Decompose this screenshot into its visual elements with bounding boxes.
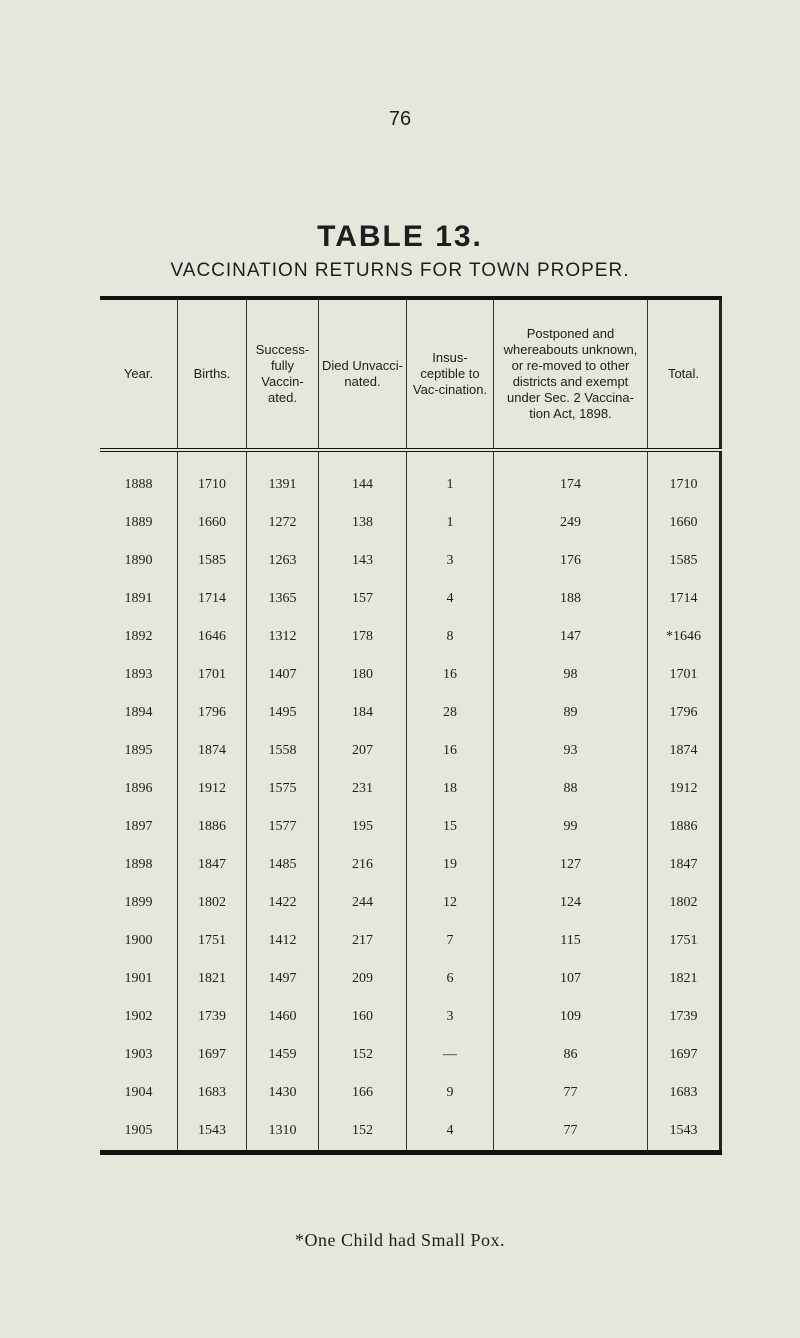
cell-postponed: 99: [494, 808, 648, 846]
cell-vaccinated: 1263: [247, 542, 319, 580]
cell-vaccinated: 1558: [247, 732, 319, 770]
cell-postponed: 176: [494, 542, 648, 580]
cell-insusceptible: 16: [407, 732, 494, 770]
cell-total: 1796: [648, 694, 721, 732]
col-died: Died Unvacci-nated.: [319, 298, 407, 450]
cell-postponed: 109: [494, 998, 648, 1036]
cell-vaccinated: 1365: [247, 580, 319, 618]
cell-births: 1739: [178, 998, 247, 1036]
cell-postponed: 77: [494, 1074, 648, 1112]
cell-died: 157: [319, 580, 407, 618]
cell-postponed: 249: [494, 504, 648, 542]
table-row: [100, 732, 721, 770]
table-row: [100, 656, 721, 694]
cell-insusceptible: 1: [407, 504, 494, 542]
cell-births: 1714: [178, 580, 247, 618]
cell-total: 1710: [648, 450, 721, 504]
cell-died: 184: [319, 694, 407, 732]
cell-total: 1714: [648, 580, 721, 618]
cell-postponed: 89: [494, 694, 648, 732]
cell-postponed: 115: [494, 922, 648, 960]
cell-year: 1890: [124, 553, 153, 568]
cell-year: 1889: [124, 515, 153, 530]
cell-year: 1893: [124, 667, 153, 682]
cell-vaccinated: 1460: [247, 998, 319, 1036]
cell-births: 1874: [178, 732, 247, 770]
table-row: [100, 922, 721, 960]
table-row: [100, 504, 721, 542]
cell-insusceptible: 18: [407, 770, 494, 808]
table-row: [100, 1074, 721, 1112]
cell-births: 1710: [178, 450, 247, 504]
cell-vaccinated: 1430: [247, 1074, 319, 1112]
cell-total: 1751: [648, 922, 721, 960]
cell-insusceptible: 8: [407, 618, 494, 656]
cell-vaccinated: 1575: [247, 770, 319, 808]
cell-year: 1899: [124, 895, 153, 910]
cell-year: 1888: [124, 477, 153, 492]
cell-births: 1697: [178, 1036, 247, 1074]
col-postponed: Postponed and whereabouts unknown, or re-moved to other districts and exempt under Sec. 2 Vaccina-tion Act, 1898.: [494, 298, 648, 450]
table-row: [100, 542, 721, 580]
table-row: [100, 770, 721, 808]
table-row: [100, 1112, 721, 1153]
cell-vaccinated: 1310: [247, 1112, 319, 1153]
cell-insusceptible: 15: [407, 808, 494, 846]
cell-vaccinated: 1391: [247, 450, 319, 504]
cell-vaccinated: 1497: [247, 960, 319, 998]
cell-insusceptible: —: [407, 1036, 494, 1074]
cell-year: 1891: [124, 591, 153, 606]
cell-total: 1847: [648, 846, 721, 884]
cell-births: 1585: [178, 542, 247, 580]
cell-year: 1900: [124, 933, 153, 948]
cell-postponed: 188: [494, 580, 648, 618]
cell-total: *1646: [648, 618, 721, 656]
cell-year: 1898: [124, 857, 153, 872]
cell-total: 1660: [648, 504, 721, 542]
cell-year: 1892: [124, 629, 153, 644]
cell-year: 1902: [124, 1009, 153, 1024]
cell-total: 1912: [648, 770, 721, 808]
cell-births: 1543: [178, 1112, 247, 1153]
cell-died: 217: [319, 922, 407, 960]
col-insusceptible: Insus-ceptible to Vac-cination.: [407, 298, 494, 450]
cell-insusceptible: 1: [407, 450, 494, 504]
table-row: [100, 580, 721, 618]
cell-insusceptible: 16: [407, 656, 494, 694]
table-row: [100, 808, 721, 846]
cell-insusceptible: 6: [407, 960, 494, 998]
header-row: [100, 298, 721, 450]
cell-died: 166: [319, 1074, 407, 1112]
cell-insusceptible: 9: [407, 1074, 494, 1112]
cell-died: 209: [319, 960, 407, 998]
cell-births: 1683: [178, 1074, 247, 1112]
cell-vaccinated: 1272: [247, 504, 319, 542]
cell-births: 1660: [178, 504, 247, 542]
cell-postponed: 93: [494, 732, 648, 770]
footnote: *One Child had Small Pox.: [295, 1230, 505, 1250]
table-row: [100, 1036, 721, 1074]
cell-year: 1904: [124, 1085, 153, 1100]
table-row: [100, 998, 721, 1036]
cell-died: 207: [319, 732, 407, 770]
table-row: [100, 846, 721, 884]
cell-died: 178: [319, 618, 407, 656]
cell-died: 138: [319, 504, 407, 542]
cell-births: 1886: [178, 808, 247, 846]
cell-total: 1739: [648, 998, 721, 1036]
table-title: TABLE 13.: [317, 220, 483, 253]
cell-total: 1821: [648, 960, 721, 998]
cell-died: 216: [319, 846, 407, 884]
cell-died: 143: [319, 542, 407, 580]
cell-vaccinated: 1412: [247, 922, 319, 960]
cell-died: 244: [319, 884, 407, 922]
cell-births: 1701: [178, 656, 247, 694]
col-vaccinated: Success-fully Vaccin-ated.: [247, 298, 319, 450]
table-row: [100, 450, 721, 504]
cell-postponed: 174: [494, 450, 648, 504]
cell-year: 1895: [124, 743, 153, 758]
cell-insusceptible: 4: [407, 580, 494, 618]
cell-died: 160: [319, 998, 407, 1036]
cell-total: 1697: [648, 1036, 721, 1074]
cell-total: 1802: [648, 884, 721, 922]
table-row: [100, 884, 721, 922]
cell-postponed: 107: [494, 960, 648, 998]
cell-vaccinated: 1485: [247, 846, 319, 884]
cell-died: 231: [319, 770, 407, 808]
cell-vaccinated: 1495: [247, 694, 319, 732]
cell-insusceptible: 4: [407, 1112, 494, 1153]
cell-insusceptible: 3: [407, 998, 494, 1036]
cell-births: 1646: [178, 618, 247, 656]
page-number: 76: [388, 108, 412, 130]
table-subtitle: VACCINATION RETURNS FOR TOWN PROPER.: [170, 260, 630, 281]
cell-postponed: 124: [494, 884, 648, 922]
cell-births: 1796: [178, 694, 247, 732]
cell-year: 1901: [124, 971, 153, 986]
cell-total: 1874: [648, 732, 721, 770]
table-row: [100, 618, 721, 656]
cell-postponed: 127: [494, 846, 648, 884]
cell-postponed: 77: [494, 1112, 648, 1153]
cell-died: 152: [319, 1036, 407, 1074]
cell-total: 1585: [648, 542, 721, 580]
cell-died: 152: [319, 1112, 407, 1153]
col-year: Year.: [100, 298, 178, 450]
cell-births: 1912: [178, 770, 247, 808]
cell-vaccinated: 1407: [247, 656, 319, 694]
cell-insusceptible: 28: [407, 694, 494, 732]
cell-postponed: 86: [494, 1036, 648, 1074]
cell-total: 1886: [648, 808, 721, 846]
cell-insusceptible: 7: [407, 922, 494, 960]
vaccination-table: [100, 296, 722, 1155]
cell-postponed: 98: [494, 656, 648, 694]
cell-total: 1683: [648, 1074, 721, 1112]
cell-vaccinated: 1312: [247, 618, 319, 656]
table-row: [100, 694, 721, 732]
cell-vaccinated: 1459: [247, 1036, 319, 1074]
cell-died: 195: [319, 808, 407, 846]
cell-insusceptible: 12: [407, 884, 494, 922]
cell-births: 1802: [178, 884, 247, 922]
table-row: [100, 960, 721, 998]
cell-year: 1894: [124, 705, 153, 720]
cell-year: 1903: [124, 1047, 153, 1062]
cell-insusceptible: 3: [407, 542, 494, 580]
cell-postponed: 88: [494, 770, 648, 808]
cell-year: 1905: [124, 1123, 153, 1138]
cell-insusceptible: 19: [407, 846, 494, 884]
cell-died: 180: [319, 656, 407, 694]
cell-births: 1821: [178, 960, 247, 998]
cell-total: 1701: [648, 656, 721, 694]
col-total: Total.: [648, 298, 721, 450]
cell-total: 1543: [648, 1112, 721, 1153]
cell-year: 1896: [124, 781, 153, 796]
cell-year: 1897: [124, 819, 153, 834]
cell-postponed: 147: [494, 618, 648, 656]
cell-births: 1751: [178, 922, 247, 960]
cell-died: 144: [319, 450, 407, 504]
col-births: Births.: [178, 298, 247, 450]
cell-vaccinated: 1422: [247, 884, 319, 922]
cell-births: 1847: [178, 846, 247, 884]
cell-vaccinated: 1577: [247, 808, 319, 846]
